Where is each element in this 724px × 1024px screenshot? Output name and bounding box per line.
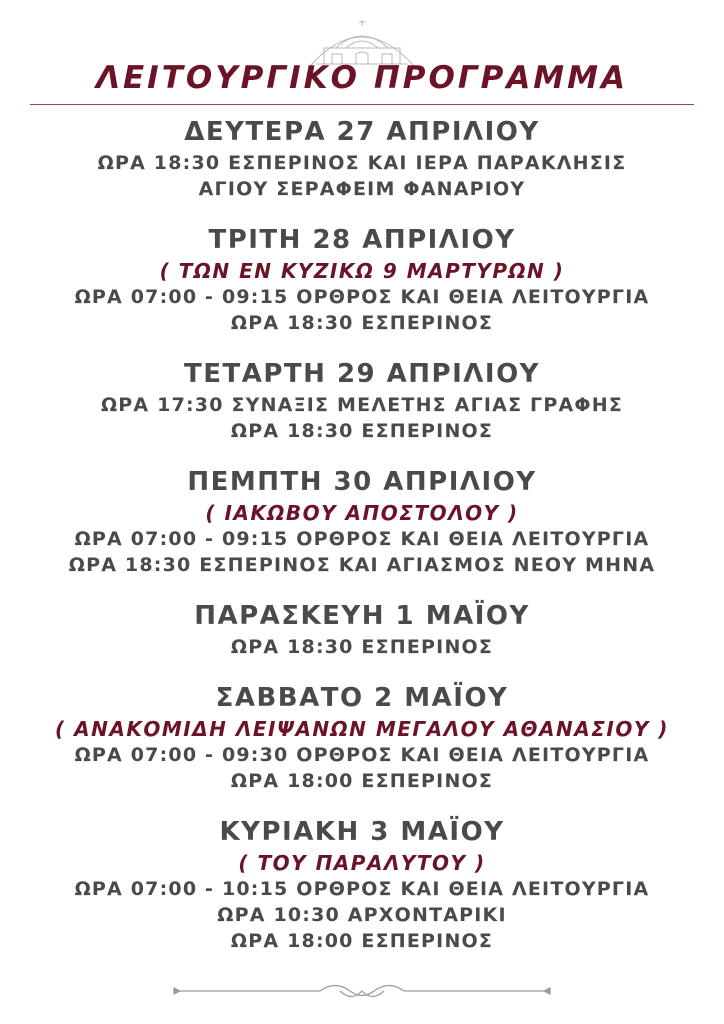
- service-line: ΑΓΙΟΥ ΣΕΡΑΦΕΙΜ ΦΑΝΑΡΙΟΥ: [198, 178, 526, 200]
- feast-name: ( ΑΝΑΚΟΜΙΔΗ ΛΕΙΨΑΝΩΝ ΜΕΓΑΛΟΥ ΑΘΑΝΑΣΙΟΥ ): [55, 717, 669, 741]
- day-block: [0, 114, 724, 202]
- service-line: ΩΡΑ 07:00 - 09:30 ΟΡΘΡΟΣ ΚΑΙ ΘΕΙΑ ΛΕΙΤΟΥΡΓΙΑ: [74, 744, 650, 766]
- day-block: [0, 598, 724, 660]
- page-title: ΛΕΙΤΟΥΡΓΙΚΟ ΠΡΟΓΡΑΜΜΑ: [96, 60, 628, 96]
- title-divider: [30, 104, 694, 105]
- service-line: ΩΡΑ 18:00 ΕΣΠΕΡΙΝΟΣ: [230, 770, 494, 792]
- day-block: [0, 814, 724, 954]
- service-line: ΩΡΑ 18:30 ΕΣΠΕΡΙΝΟΣ: [230, 420, 494, 442]
- day-block: [0, 464, 724, 578]
- day-block: [0, 222, 724, 336]
- schedule-list: [0, 114, 724, 954]
- day-title: ΣΑΒΒΑΤΟ 2 ΜΑΪΟΥ: [215, 683, 509, 713]
- day-title: ΠΑΡΑΣΚΕΥΗ 1 ΜΑΪΟΥ: [194, 601, 530, 631]
- service-line: ΩΡΑ 17:30 ΣΥΝΑΞΙΣ ΜΕΛΕΤΗΣ ΑΓΙΑΣ ΓΡΑΦΗΣ: [100, 394, 624, 416]
- day-block: [0, 680, 724, 794]
- service-line: ΩΡΑ 10:30 ΑΡΧΟΝΤΑΡΙΚΙ: [217, 904, 507, 926]
- day-title: ΤΡΙΤΗ 28 ΑΠΡΙΛΙΟΥ: [208, 225, 516, 255]
- feast-name: ( ΤΟΥ ΠΑΡΑΛΥΤΟΥ ): [238, 851, 486, 875]
- ornamental-divider-icon: [170, 978, 554, 1004]
- day-title: ΠΕΜΠΤΗ 30 ΑΠΡΙΛΙΟΥ: [187, 467, 537, 497]
- service-line: ΩΡΑ 07:00 - 09:15 ΟΡΘΡΟΣ ΚΑΙ ΘΕΙΑ ΛΕΙΤΟΥΡΓΙΑ: [74, 286, 650, 308]
- service-line: ΩΡΑ 18:00 ΕΣΠΕΡΙΝΟΣ: [230, 930, 494, 952]
- day-block: [0, 356, 724, 444]
- day-title: ΚΥΡΙΑΚΗ 3 ΜΑΪΟΥ: [219, 817, 505, 847]
- service-line: ΩΡΑ 18:30 ΕΣΠΕΡΙΝΟΣ: [230, 636, 494, 658]
- feast-name: ( ΤΩΝ ΕΝ ΚΥΖΙΚΩ 9 ΜΑΡΤΥΡΩΝ ): [159, 259, 565, 283]
- feast-name: ( ΙΑΚΩΒΟΥ ΑΠΟΣΤΟΛΟΥ ): [205, 501, 519, 525]
- service-line: ΩΡΑ 07:00 - 09:15 ΟΡΘΡΟΣ ΚΑΙ ΘΕΙΑ ΛΕΙΤΟΥΡΓΙΑ: [74, 528, 650, 550]
- day-title: ΤΕΤΑΡΤΗ 29 ΑΠΡΙΛΙΟΥ: [183, 359, 541, 389]
- service-line: ΩΡΑ 07:00 - 10:15 ΟΡΘΡΟΣ ΚΑΙ ΘΕΙΑ ΛΕΙΤΟΥΡΓΙΑ: [74, 878, 650, 900]
- day-title: ΔΕΥΤΕΡΑ 27 ΑΠΡΙΛΙΟΥ: [184, 117, 540, 147]
- service-line: ΩΡΑ 18:30 ΕΣΠΕΡΙΝΟΣ ΚΑΙ ΙΕΡΑ ΠΑΡΑΚΛΗΣΙΣ: [97, 152, 627, 174]
- service-line: ΩΡΑ 18:30 ΕΣΠΕΡΙΝΟΣ: [230, 312, 494, 334]
- service-line: ΩΡΑ 18:30 ΕΣΠΕΡΙΝΟΣ ΚΑΙ ΑΓΙΑΣΜΟΣ ΝΕΟΥ ΜΗΝΑ: [68, 554, 656, 576]
